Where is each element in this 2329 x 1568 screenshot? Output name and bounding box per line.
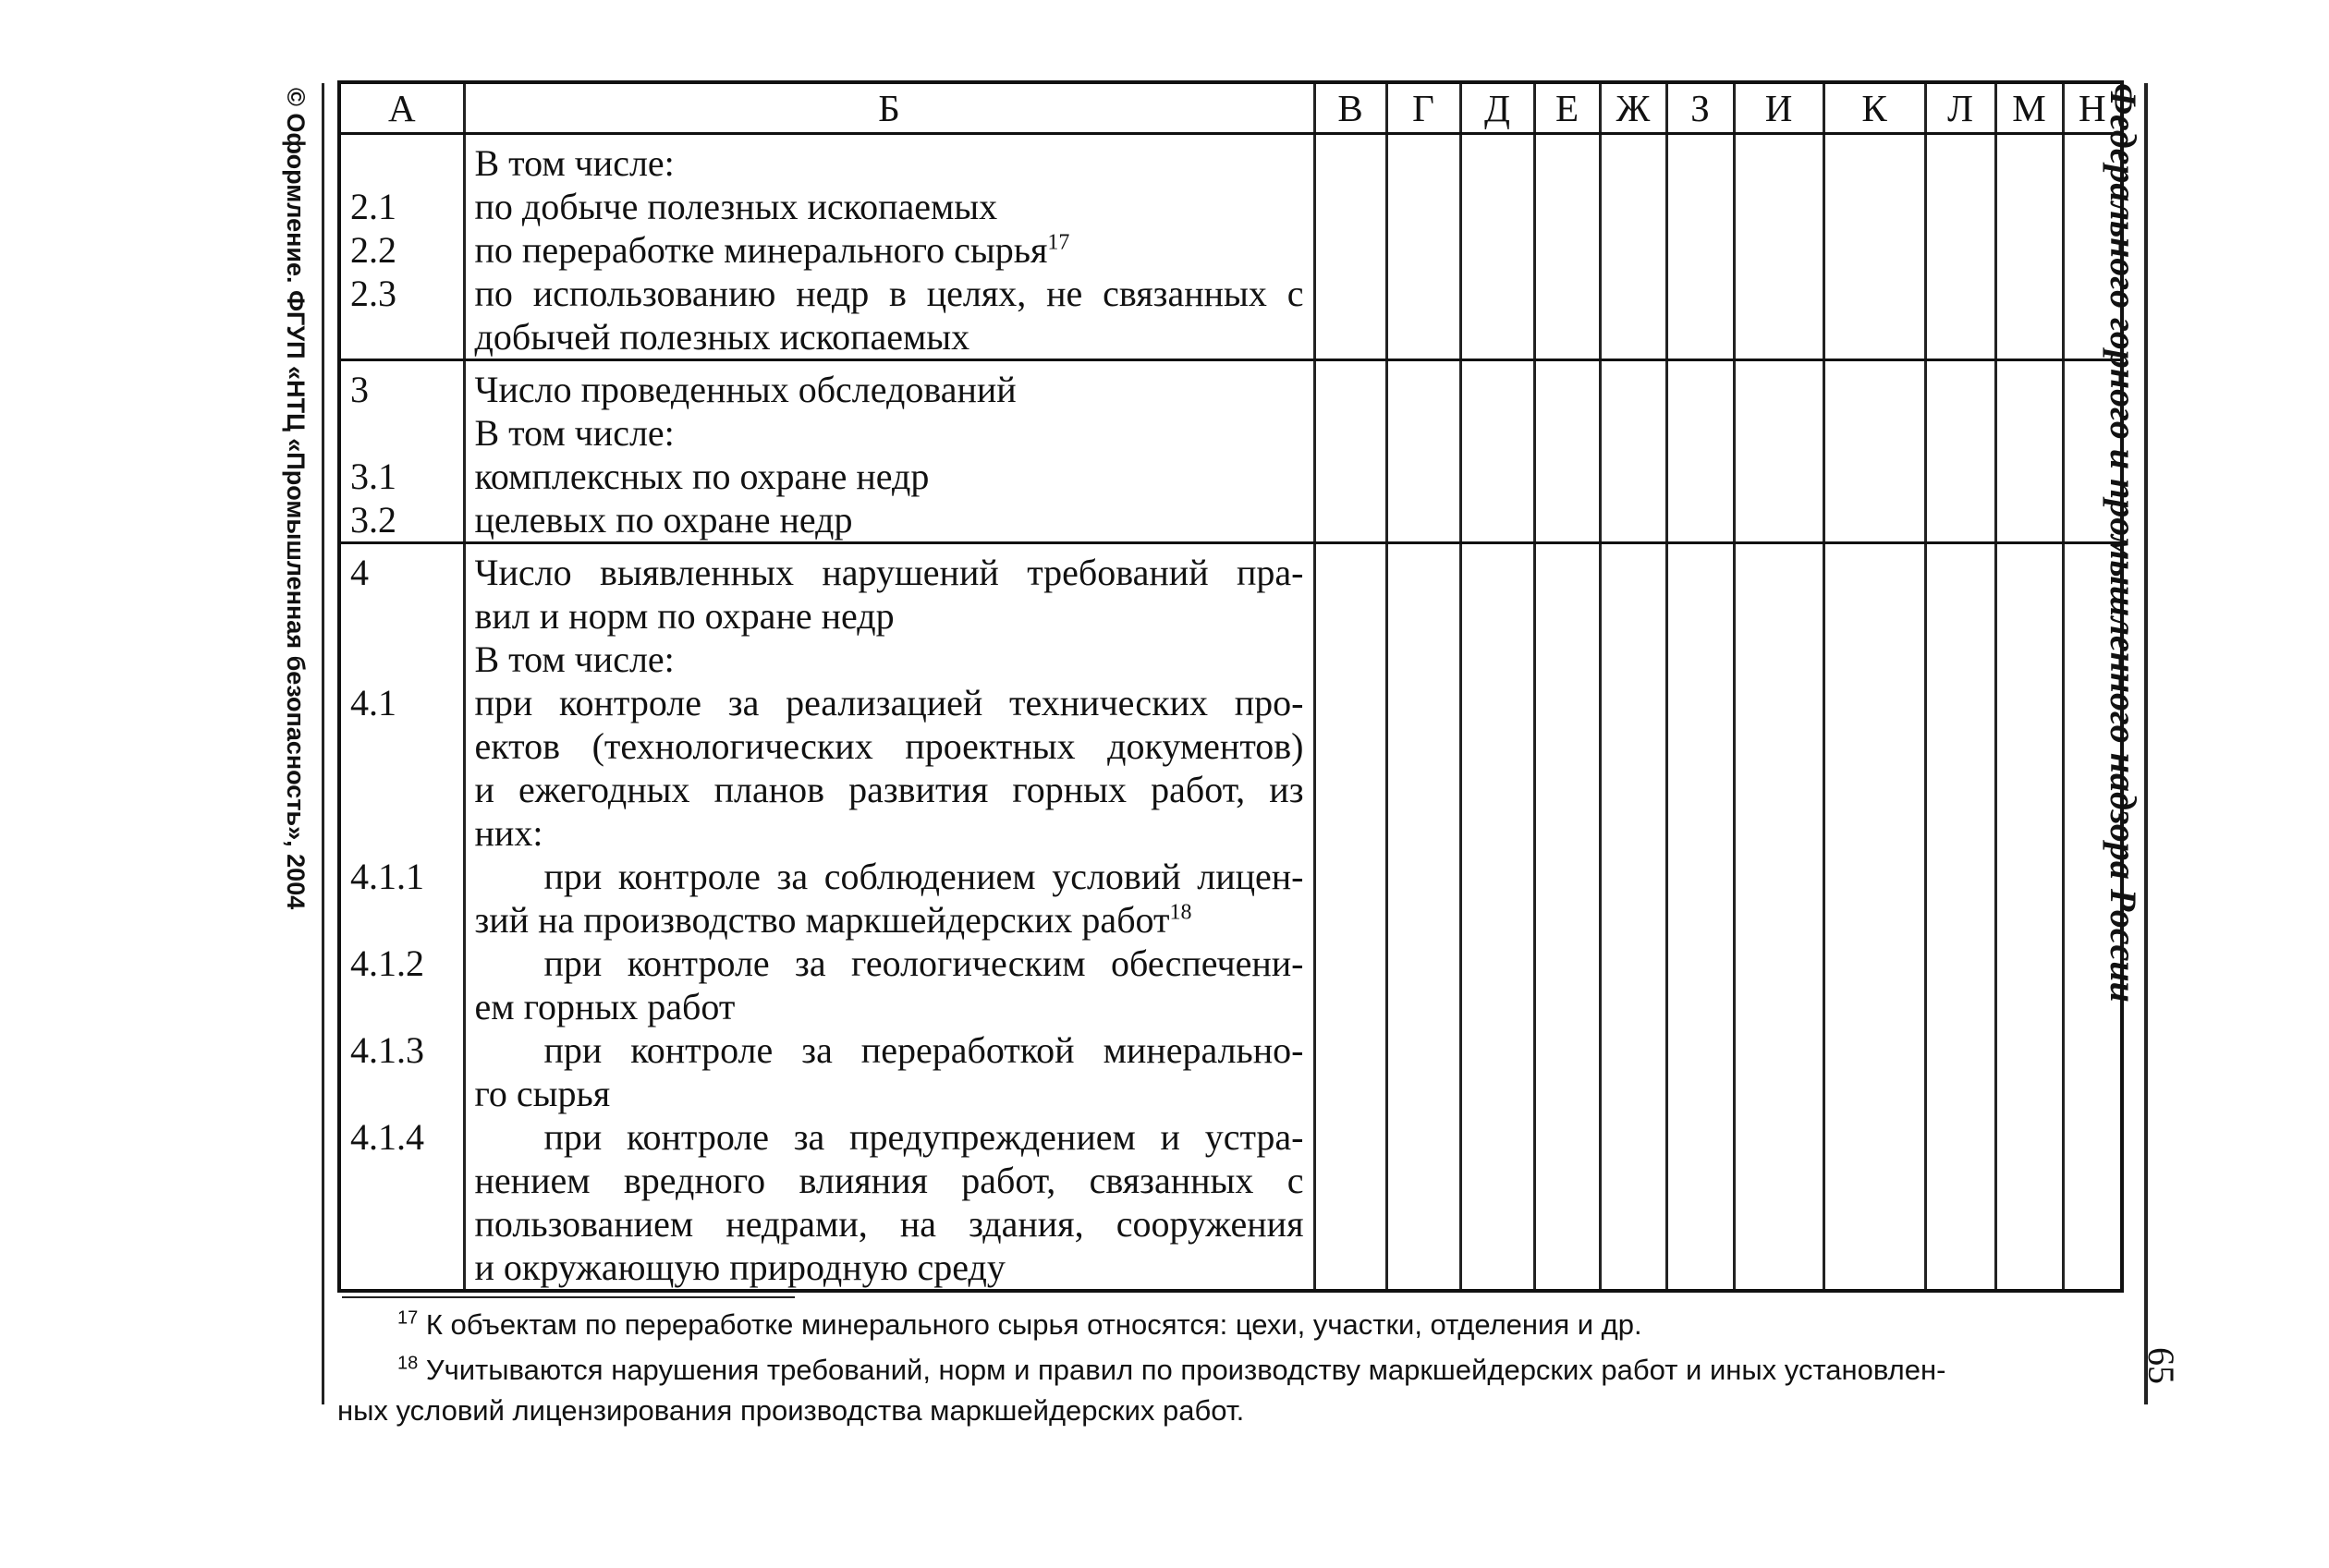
row-number-cell (339, 360, 464, 543)
column-header: Ж (1600, 82, 1666, 134)
row-text (475, 1028, 1304, 1072)
row-text (475, 455, 1304, 498)
row-text-content: целевых по охране недр (474, 499, 853, 541)
row-text-cell (464, 134, 1314, 360)
row-number: 4.1.4 (350, 1116, 424, 1158)
empty-cell (1386, 360, 1460, 543)
row-text-content: В том числе: (474, 142, 675, 184)
row-number (350, 315, 463, 359)
column-header: Л (1925, 82, 1995, 134)
row-number: 2.2 (350, 229, 396, 271)
row-text (475, 681, 1304, 724)
row-text (475, 411, 1304, 455)
row-text (475, 228, 1304, 272)
footnote-reference: 17 (1047, 230, 1070, 255)
empty-cell (1734, 543, 1823, 1292)
empty-cell (1995, 360, 2063, 543)
table-body (339, 134, 2122, 1292)
table-row (339, 360, 2122, 543)
page-number-text: 65 (2140, 1347, 2182, 1384)
column-header: Б (464, 82, 1314, 134)
row-text-content: ем горных работ (474, 986, 736, 1027)
column-header: Г (1386, 82, 1460, 134)
empty-cell (1823, 360, 1925, 543)
empty-cell (1823, 543, 1925, 1292)
column-header: В (1314, 82, 1386, 134)
row-text-content: ектов (технологических проектных документов) (474, 725, 1304, 767)
column-header: Д (1460, 82, 1534, 134)
row-text (475, 1115, 1304, 1159)
row-text-content: при контроле за соблюдением условий лицен- (543, 856, 1304, 897)
row-number (350, 141, 463, 185)
empty-cell (2063, 134, 2122, 360)
row-text (475, 1202, 1304, 1246)
row-text-content: нением вредного влияния работ, связанных с (474, 1160, 1304, 1201)
empty-cell (1534, 543, 1600, 1292)
footnote-line (397, 1350, 1945, 1391)
left-margin-rule (322, 83, 324, 1404)
row-text-content: зий на производство маркшейдерских работ (474, 899, 1170, 941)
row-text (475, 985, 1304, 1028)
column-header: А (339, 82, 464, 134)
row-text (475, 724, 1304, 768)
row-text (475, 1159, 1304, 1202)
row-number (350, 724, 463, 768)
row-number (350, 811, 463, 855)
footnote-text: Учитываются нарушения требований, норм и правил по производству маркшейдерских работ и иных установлен- (425, 1354, 1946, 1386)
empty-cell (1600, 543, 1666, 1292)
running-header: Федерального горного и промышленного надзора России (2103, 83, 2144, 1003)
row-number: 3 (350, 369, 369, 410)
row-text-content: при контроле за геологическим обеспечени- (543, 942, 1304, 984)
footnote-reference: 18 (1169, 900, 1192, 925)
row-text (475, 551, 1304, 594)
row-number (350, 985, 463, 1028)
row-text (475, 1072, 1304, 1115)
copyright-text: © Оформление. ФГУП «НТЦ «Промышленная безопасность», 2004 (282, 88, 310, 910)
row-text (475, 811, 1304, 855)
empty-cell (1314, 360, 1386, 543)
row-number: 4.1.1 (350, 856, 424, 897)
row-text (475, 368, 1304, 411)
empty-cell (1925, 543, 1995, 1292)
row-number (350, 1159, 463, 1202)
row-number (350, 411, 463, 455)
row-text (475, 942, 1304, 985)
footnote-text: К объектам по переработке минерального сырья относятся: цехи, участки, отделения и др. (425, 1308, 1642, 1341)
row-text (475, 1246, 1304, 1289)
row-text-content: и окружающую природную среду (474, 1246, 1006, 1288)
row-text-content: по добыче полезных ископаемых (474, 186, 998, 227)
empty-cell (1460, 134, 1534, 360)
row-number (350, 1072, 463, 1115)
row-text-content: и ежегодных планов развития горных работ, из (474, 769, 1304, 810)
row-text-content: В том числе: (474, 412, 675, 454)
row-number-cell (339, 134, 464, 360)
row-number (350, 1246, 463, 1289)
empty-cell (1600, 134, 1666, 360)
row-number-cell (339, 543, 464, 1292)
column-header: К (1823, 82, 1925, 134)
column-header: М (1995, 82, 2063, 134)
row-text-content: при контроле за реализацией технических про- (474, 682, 1304, 723)
row-text (475, 272, 1304, 315)
row-number: 2.3 (350, 273, 396, 314)
row-number (350, 638, 463, 681)
empty-cell (2063, 360, 2122, 543)
column-header: Н (2063, 82, 2122, 134)
empty-cell (1666, 543, 1734, 1292)
footnote-line (337, 1391, 1244, 1431)
empty-cell (1734, 134, 1823, 360)
row-text (475, 594, 1304, 638)
empty-cell (2063, 543, 2122, 1292)
empty-cell (1534, 360, 1600, 543)
empty-cell (1460, 543, 1534, 1292)
row-number: 4.1 (350, 682, 396, 723)
row-number (350, 768, 463, 811)
row-text (475, 141, 1304, 185)
empty-cell (1666, 360, 1734, 543)
row-text (475, 768, 1304, 811)
footnote-text: ных условий лицензирования производства маркшейдерских работ. (337, 1394, 1245, 1427)
row-text (475, 315, 1304, 359)
row-text (475, 498, 1304, 541)
row-number: 3.1 (350, 456, 396, 497)
report-table (337, 80, 2124, 1293)
empty-cell (1314, 543, 1386, 1292)
row-text-content: по использованию недр в целях, не связанных с (474, 273, 1304, 314)
row-text (475, 638, 1304, 681)
empty-cell (1600, 360, 1666, 543)
empty-cell (1925, 360, 1995, 543)
row-text (475, 185, 1304, 228)
table-row (339, 134, 2122, 360)
row-number (350, 594, 463, 638)
row-number: 2.1 (350, 186, 396, 227)
row-text-content: Число выявленных нарушений требований пра- (474, 552, 1304, 593)
row-text-content: Число проведенных обследований (474, 369, 1017, 410)
row-text-cell (464, 543, 1314, 1292)
row-text-content: по переработке минерального сырья (474, 229, 1048, 271)
table-row (339, 543, 2122, 1292)
empty-cell (1460, 360, 1534, 543)
column-header: Е (1534, 82, 1600, 134)
empty-cell (1995, 543, 2063, 1292)
row-text-cell (464, 360, 1314, 543)
row-text-content: них: (474, 812, 543, 854)
column-header: З (1666, 82, 1734, 134)
row-number: 4.1.3 (350, 1029, 424, 1071)
header-row (339, 82, 2122, 134)
empty-cell (1314, 134, 1386, 360)
empty-cell (1386, 543, 1460, 1292)
row-text-content: го сырья (474, 1073, 611, 1114)
empty-cell (1534, 134, 1600, 360)
row-text-content: комплексных по охране недр (474, 456, 930, 497)
row-number: 3.2 (350, 499, 396, 541)
footnote-mark: 17 (397, 1307, 419, 1329)
row-number: 4.1.2 (350, 942, 424, 984)
row-number: 4 (350, 552, 369, 593)
column-header: И (1734, 82, 1823, 134)
empty-cell (1666, 134, 1734, 360)
row-number (350, 898, 463, 942)
empty-cell (1995, 134, 2063, 360)
row-text (475, 855, 1304, 898)
footnote-mark: 18 (397, 1353, 419, 1374)
row-text-content: пользованием недрами, на здания, сооружения (474, 1203, 1304, 1245)
row-text-content: при контроле за предупреждением и устра- (543, 1116, 1304, 1158)
empty-cell (1386, 134, 1460, 360)
row-text-content: при контроле за переработкой минерально- (543, 1029, 1304, 1071)
row-text-content: В том числе: (474, 638, 675, 680)
empty-cell (1734, 360, 1823, 543)
row-number (350, 1202, 463, 1246)
empty-cell (1925, 134, 1995, 360)
row-text-content: вил и норм по охране недр (474, 595, 895, 637)
row-text-content: добычей полезных ископаемых (474, 316, 970, 358)
footnote-line (397, 1305, 1642, 1345)
empty-cell (1823, 134, 1925, 360)
footnote-rule (342, 1296, 795, 1298)
row-text (475, 898, 1304, 942)
